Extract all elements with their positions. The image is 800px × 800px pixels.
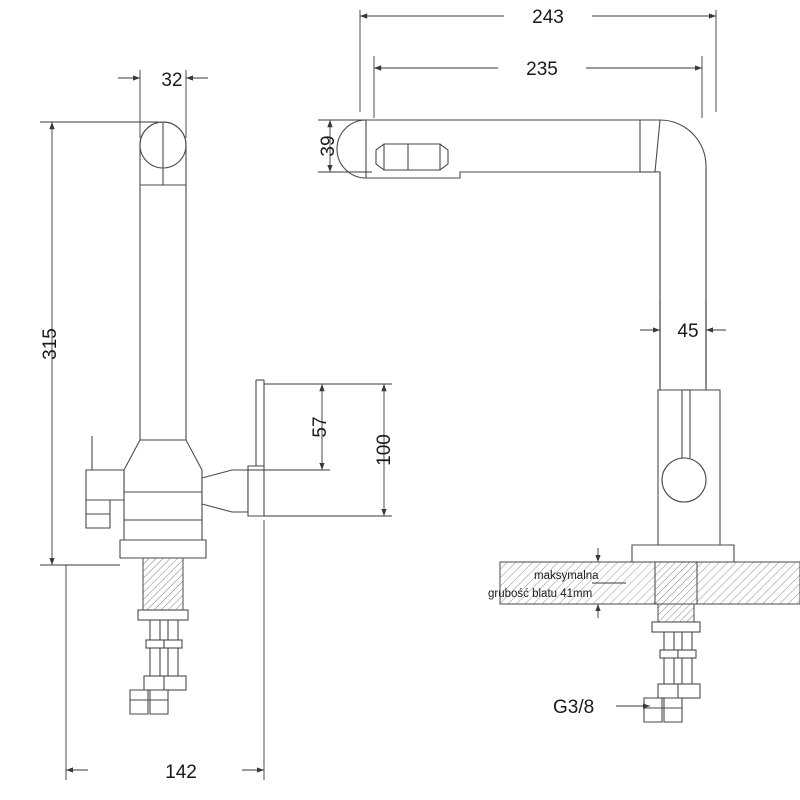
label-text-g38: G3/8: [553, 697, 595, 718]
dim-text-45: 45: [677, 321, 699, 342]
dim-text-57: 57: [310, 416, 331, 438]
dim-text-39: 39: [318, 135, 339, 157]
dim-text-315: 315: [40, 328, 61, 360]
dim-text-235: 235: [526, 59, 558, 80]
front-view-geometry: [86, 122, 264, 714]
note-text-line2: grubość blatu 41mm: [488, 588, 593, 600]
dim-text-32: 32: [161, 70, 183, 91]
dim-text-100: 100: [374, 434, 395, 466]
side-view-geometry: [337, 120, 800, 722]
dim-text-142: 142: [165, 762, 197, 783]
note-text-line1: maksymalna: [534, 570, 599, 582]
dim-text-243: 243: [532, 7, 564, 28]
front-view-dimension-frame: [40, 70, 392, 780]
